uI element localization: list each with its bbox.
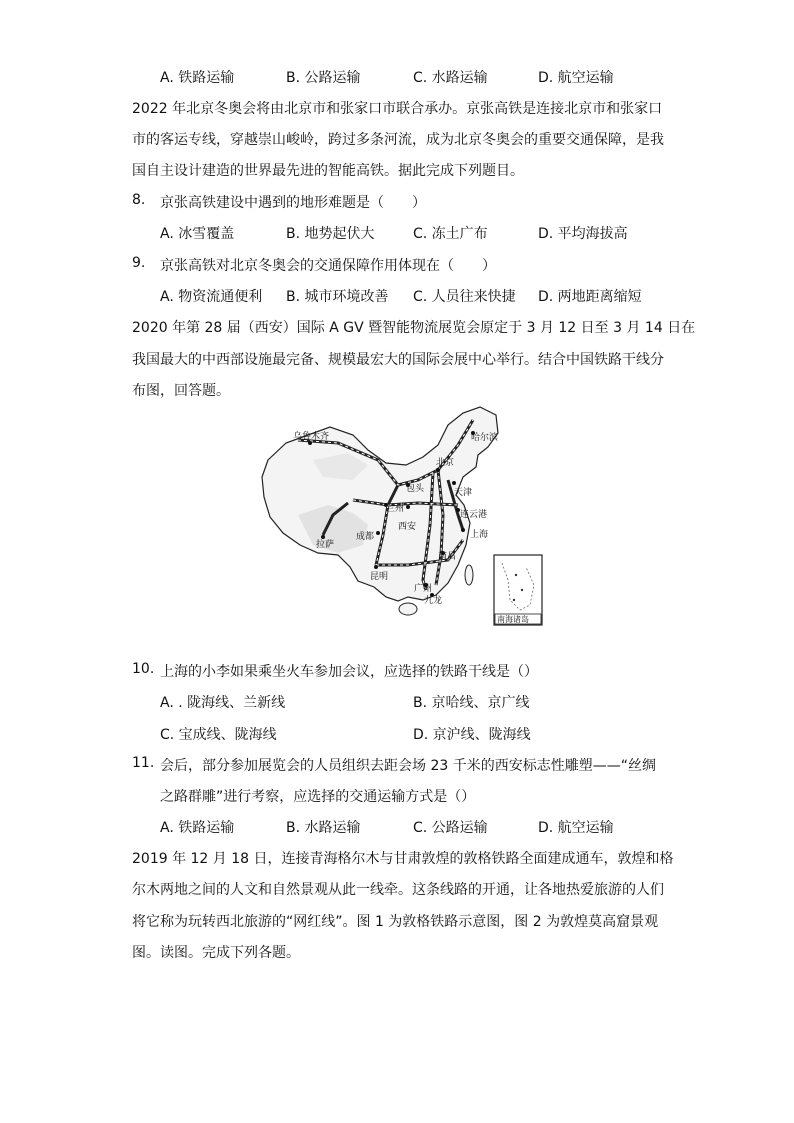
q8-option-a: A. 冰雪覆盖 [160, 226, 235, 242]
passage3-line-2: 尔木两地之间的人文和自然景观从此一线牵。这条线路的开通，让各地热爱旅游的人们 [132, 882, 664, 898]
inset-label: 南海诸岛 [497, 615, 529, 624]
q10-option-d: D. 京沪线、陇海线 [413, 727, 531, 743]
question-text: 上海的小李如果乘坐火车参加会议，应选择的铁路干线是（） [160, 664, 538, 680]
city-kunming: 昆明 [370, 572, 389, 582]
q9-option-a: A. 物资流通便利 [160, 289, 263, 305]
q8-option-c: C. 冻土广布 [413, 226, 488, 242]
question-number: 11. [132, 755, 155, 771]
question-text: 京张高铁建设中遇到的地形难题是（ ） [160, 195, 426, 211]
south-china-sea-inset [494, 555, 542, 625]
map-figure [258, 405, 548, 630]
q9-option-c: C. 人员往来快捷 [413, 289, 516, 305]
passage1-line-3: 国自主设计建造的世界最先进的智能高铁。据此完成下列题目。 [132, 163, 524, 179]
question-number: 8. [132, 192, 146, 208]
q11-option-a: A. 铁路运输 [160, 820, 235, 836]
passage2-line-3: 布图，回答题。 [132, 383, 230, 399]
city-beijing: 北京 [436, 458, 455, 468]
city-guangzhou: 广州 [414, 584, 433, 594]
city-baotou: 包头 [406, 484, 425, 494]
q8-option-b: B. 地势起伏大 [286, 226, 375, 242]
q11-option-c: C. 公路运输 [413, 820, 488, 836]
q10-option-b: B. 京哈线、京广线 [413, 695, 530, 711]
passage1-line-2: 市的客运专线，穿越崇山峻岭，跨过多条河流，成为北京冬奥会的重要交通保障，是我 [132, 132, 664, 148]
question-number: 9. [132, 255, 146, 271]
city-nanchang: 南昌 [438, 552, 457, 562]
q11-option-b: B. 水路运输 [286, 820, 361, 836]
city-tianjin: 天津 [454, 488, 473, 498]
question-text-line-1: 会后，部分参加展览会的人员组织去距会场 23 千米的西安标志性雕塑——“丝绸 [160, 758, 656, 774]
question-text-line-2: 之路群雕”进行考察，应选择的交通运输方式是（） [160, 789, 476, 805]
taiwan-island [465, 565, 473, 585]
city-kowloon: 九龙 [424, 596, 443, 606]
q7-option-a: A. 铁路运输 [160, 70, 235, 86]
city-lanzhou: 兰州 [386, 504, 405, 514]
q7-option-d: D. 航空运输 [538, 70, 614, 86]
passage3-line-1: 2019 年 12 月 18 日，连接青海格尔木与甘肃敦煌的敦格铁路全面建成通车，敦煌和格 [132, 851, 674, 867]
city-urumqi: 乌鲁木齐 [293, 432, 330, 442]
city-shanghai: 上海 [470, 530, 489, 540]
city-lhasa: 拉萨 [316, 540, 335, 550]
question-text: 京张高铁对北京冬奥会的交通保障作用体现在（ ） [160, 258, 496, 274]
q9-option-b: B. 城市环境改善 [286, 289, 389, 305]
q10-option-a: A. . 陇海线、兰新线 [160, 695, 286, 711]
question-number: 10. [132, 661, 155, 677]
q10-option-c: C. 宝成线、陇海线 [160, 727, 277, 743]
q9-option-d: D. 两地距离缩短 [538, 289, 642, 305]
city-chengdu: 成都 [356, 532, 375, 542]
q7-option-c: C. 水路运输 [413, 70, 488, 86]
q8-option-d: D. 平均海拔高 [538, 226, 628, 242]
city-xian: 西安 [398, 522, 417, 532]
passage2-line-1: 2020 年第 28 届（西安）国际 A GV 暨智能物流展览会原定于 3 月 12 日至 3 月 14 日在 [132, 320, 696, 336]
hainan-island [399, 603, 417, 615]
city-lianyungang: 连云港 [460, 510, 488, 520]
passage3-line-4: 图。读图。完成下列各题。 [132, 945, 300, 961]
q7-option-b: B. 公路运输 [286, 70, 361, 86]
passage3-line-3: 将它称为玩转西北旅游的“网红线”。图 1 为敦格铁路示意图，图 2 为敦煌莫高窟景观 [132, 914, 659, 930]
city-harbin: 哈尔滨 [471, 433, 499, 443]
china-railway-map [258, 405, 548, 630]
passage2-line-2: 我国最大的中西部设施最完备、规模最宏大的国际会展中心举行。结合中国铁路干线分 [132, 352, 664, 368]
q11-option-d: D. 航空运输 [538, 820, 614, 836]
passage1-line-1: 2022 年北京冬奥会将由北京市和张家口市联合承办。京张高铁是连接北京市和张家口 [132, 101, 663, 117]
